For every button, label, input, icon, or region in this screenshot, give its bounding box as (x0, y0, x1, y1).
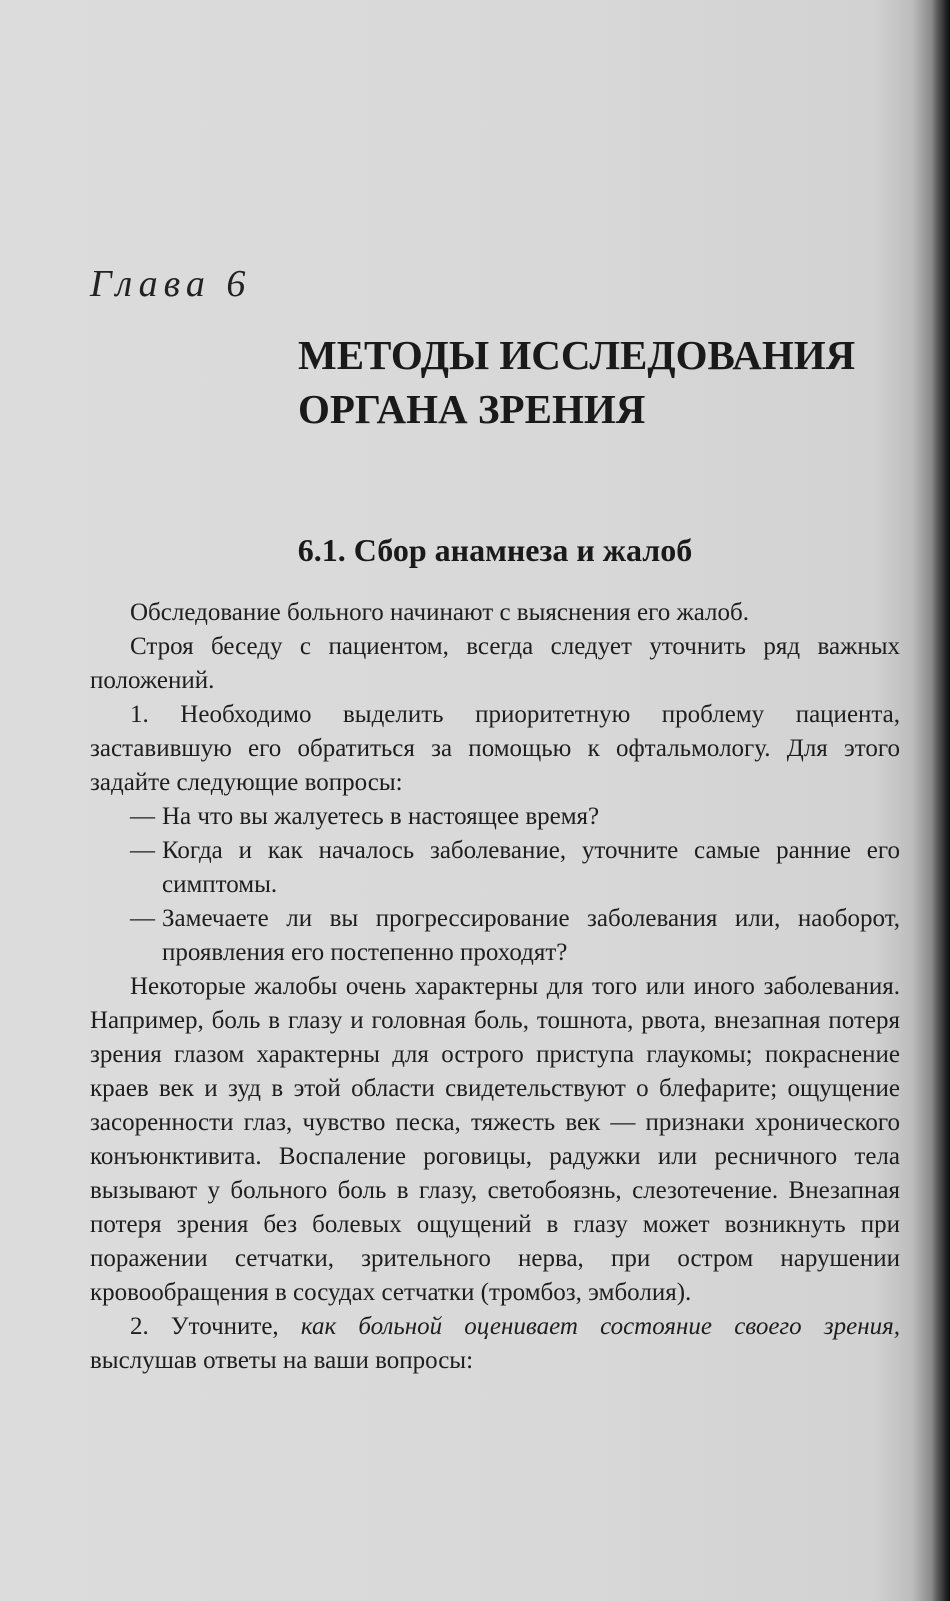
list-item (90, 902, 900, 970)
question-list (90, 800, 900, 970)
chapter-title (298, 328, 918, 436)
dash-marker: — (130, 837, 155, 864)
paragraph-5-italic: как больной оценивает состояние своего зрения, (300, 1313, 900, 1340)
section-title: 6.1. Сбор анамнеза и жалоб (297, 532, 693, 568)
list-item (90, 834, 900, 902)
list-item (90, 800, 900, 834)
dash-marker: — (130, 905, 155, 932)
chapter-label: Глава 6 (90, 263, 252, 305)
paragraph-5-start: 2. Уточните, (130, 1313, 301, 1340)
body-text (90, 596, 900, 1378)
chapter-title-line2: ОРГАНА ЗРЕНИЯ (298, 386, 646, 432)
dash-marker: — (130, 803, 155, 830)
paragraph-5 (90, 1310, 900, 1378)
paragraph-4: Некоторые жалобы очень характерны для того или иного заболевания. Например, боль в глазу и головная боль, тошнота, рвота, внезапная потеря зрения глазом характерны для острого приступа глаукомы; покраснение краев век и зуд в этой области свидетельствуют о блефарите; ощущение засоренности глаз, чувство песка, тяжесть век — признаки хронического конъюнктивита. Воспаление роговицы, радужки или ресничного тела вызывают у больного боль в глазу, светобоязнь, слезотечение. Внезапная потеря зрения без болевых ощущений в глазу может возникнуть при поражении сетчатки, зрительного нерва, при остром нарушении кровообращения в сосудах сетчатки (тромбоз, эмболия). (90, 973, 900, 1306)
paragraph-5-end: выслушав ответы на ваши вопросы: (90, 1347, 474, 1374)
paragraph-2: Строя беседу с пациентом, всегда следует уточнить ряд важных положений. (90, 633, 900, 694)
question-3: Замечаете ли вы прогрессирование заболевания или, наоборот, проявления его постепенно проходят? (162, 905, 900, 966)
paragraph-1: Обследование больного начинают с выяснения его жалоб. (130, 599, 749, 626)
question-1: На что вы жалуетесь в настоящее время? (162, 803, 600, 830)
binding-shadow (932, 0, 950, 1601)
paragraph-3: 1. Необходимо выделить приоритетную проблему пациента, заставившую его обратиться за помощью к офтальмологу. Для этого задайте следующие вопросы: (90, 701, 900, 796)
question-2: Когда и как началось заболевание, уточните самые ранние его симптомы. (162, 837, 900, 898)
chapter-title-line1: МЕТОДЫ ИССЛЕДОВАНИЯ (298, 332, 856, 378)
